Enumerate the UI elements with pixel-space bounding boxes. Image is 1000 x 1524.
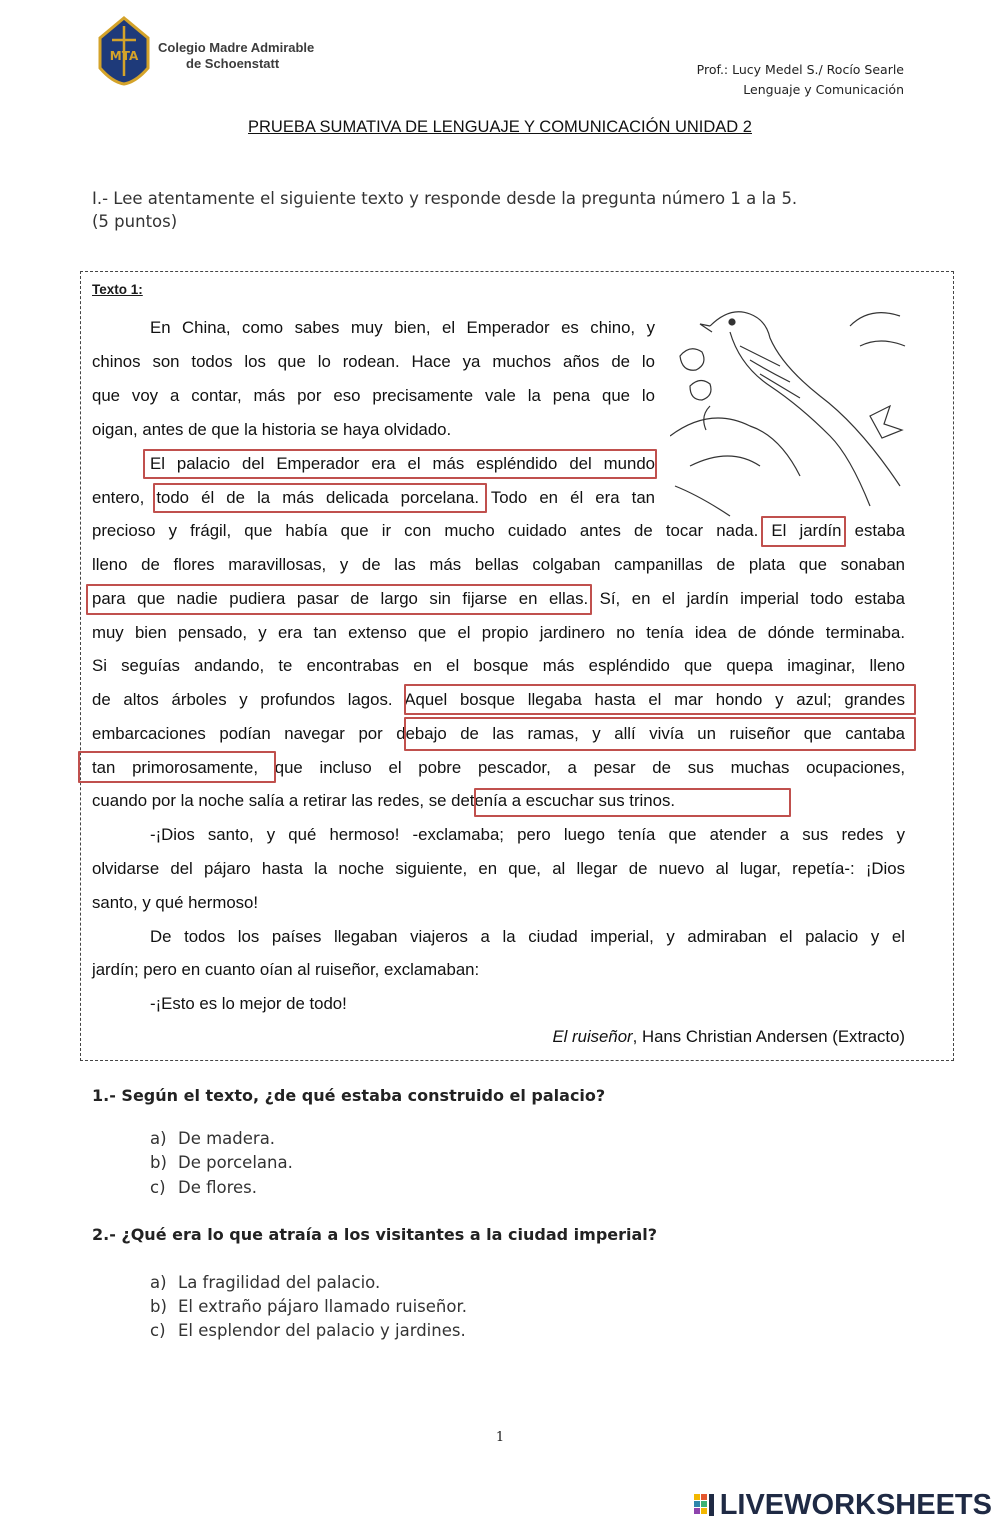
nightingale-illustration: [670, 286, 910, 518]
question-1: 1.- Según el texto, ¿de qué estaba construido el palacio?: [92, 1086, 606, 1105]
highlight-box: [153, 483, 487, 513]
text-line: tan primorosamente, que incluso el pobre pescador, a pesar de sus muchas ocupaciones,: [92, 758, 905, 777]
text-line: lleno de flores maravillosas, y de las más bellas colgaban campanillas de plata que sonaban: [92, 555, 905, 574]
subject-name: Lenguaje y Comunicación: [743, 82, 904, 97]
text-line: que voy a contar, más por eso precisamente vale la pena que lo: [92, 386, 655, 405]
liveworksheets-wordmark: LIVEWORKSHEETS: [719, 1488, 992, 1521]
option-text: De porcelana.: [178, 1153, 293, 1172]
liveworksheets-icon: [694, 1492, 716, 1518]
school-logo: [96, 16, 152, 86]
instruction: [92, 187, 922, 233]
source-author: , Hans Christian Andersen (Extracto): [632, 1027, 905, 1046]
option-text: El esplendor del palacio y jardines.: [178, 1321, 466, 1340]
logo-letters: MTA: [109, 49, 139, 63]
text-line: chinos son todos los que lo rodean. Hace ya muchos años de lo: [92, 352, 655, 371]
text-line: oigan, antes de que la historia se haya olvidado.: [92, 420, 452, 439]
text-line: Si seguías andando, te encontrabas en el bosque más espléndido que quepa imaginar, lleno: [92, 656, 905, 675]
text-line: -¡Esto es lo mejor de todo!: [150, 994, 347, 1013]
option-letter: b): [150, 1153, 167, 1172]
option-letter: a): [150, 1129, 167, 1148]
page-number: 1: [495, 1430, 505, 1445]
text-line: de altos árboles y profundos lagos. Aquel bosque llegaba hasta el mar hondo y azul; grandes: [92, 690, 905, 709]
text-line: para que nadie pudiera pasar de largo sin fijarse en ellas. Sí, en el jardín imperial todo estaba: [92, 589, 905, 608]
option-text: De flores.: [178, 1178, 258, 1197]
page-title: PRUEBA SUMATIVA DE LENGUAJE Y COMUNICACIÓN UNIDAD 2: [248, 118, 752, 136]
instruction-line2: (5 puntos): [92, 212, 178, 231]
highlight-box: [78, 751, 276, 783]
option-letter: c): [150, 1178, 166, 1197]
text-line: En China, como sabes muy bien, el Emperador es chino, y: [150, 318, 655, 337]
teacher-names: Prof.: Lucy Medel S./ Rocío Searle: [696, 62, 904, 77]
highlight-box: [404, 684, 916, 715]
text-line: De todos los países llegaban viajeros a la ciudad imperial, y admiraban el palacio y el: [150, 927, 905, 946]
question-1-option-a[interactable]: [150, 1129, 275, 1148]
teacher-info: [697, 60, 904, 100]
source-title: El ruiseñor: [552, 1027, 633, 1046]
question-2-option-c[interactable]: [150, 1321, 466, 1340]
question-1-option-c[interactable]: [150, 1178, 257, 1197]
highlight-box: [761, 516, 846, 547]
text-line: entero, todo él de la más delicada porcelana. Todo en él era tan: [92, 488, 655, 507]
option-text: La fragilidad del palacio.: [178, 1273, 381, 1292]
option-letter: a): [150, 1273, 167, 1292]
option-letter: b): [150, 1297, 167, 1316]
question-2-option-b[interactable]: [150, 1297, 467, 1316]
option-text: De madera.: [178, 1129, 276, 1148]
text-line: precioso y frágil, que había que ir con mucho cuidado antes de tocar nada. El jardín estaba: [92, 521, 905, 540]
text-line: olvidarse del pájaro hasta la noche siguiente, en que, al llegar de nuevo al lugar, repetía-: ¡Dios: [92, 859, 905, 878]
text-line: santo, y qué hermoso!: [92, 893, 259, 912]
instruction-line1: I.- Lee atentamente el siguiente texto y responde desde la pregunta número 1 a la 5.: [92, 189, 798, 208]
question-1-option-b[interactable]: [150, 1153, 293, 1172]
school-name: [158, 40, 314, 72]
school-name-line2: de Schoenstatt: [186, 56, 280, 71]
liveworksheets-logo[interactable]: [694, 1488, 992, 1522]
text-line: embarcaciones podían navegar por debajo de las ramas, y allí vivía un ruiseñor que cantaba: [92, 724, 905, 743]
highlight-box: [143, 449, 657, 479]
text-line: El palacio del Emperador era el más espléndido del mundo: [150, 454, 655, 473]
text-line: muy bien pensado, y era tan extenso que el propio jardinero no tenía idea de dónde terminaba.: [92, 623, 905, 642]
question-2: 2.- ¿Qué era lo que atraía a los visitantes a la ciudad imperial?: [92, 1225, 658, 1244]
text-line: -¡Dios santo, y qué hermoso! -exclamaba; pero luego tenía que atender a sus redes y: [150, 825, 905, 844]
school-name-line1: Colegio Madre Admirable: [158, 40, 315, 55]
highlight-box: [86, 584, 592, 615]
option-letter: c): [150, 1321, 166, 1340]
text-source: [552, 1027, 905, 1047]
text-line: jardín; pero en cuanto oían al ruiseñor, exclamaban:: [92, 960, 480, 979]
text-line: cuando por la noche salía a retirar las redes, se detenía a escuchar sus trinos.: [92, 791, 676, 810]
highlight-box: [474, 788, 791, 817]
text-label: Texto 1:: [92, 282, 143, 297]
highlight-box: [404, 717, 916, 751]
question-2-option-a[interactable]: [150, 1273, 380, 1292]
option-text: El extraño pájaro llamado ruiseñor.: [178, 1297, 467, 1316]
